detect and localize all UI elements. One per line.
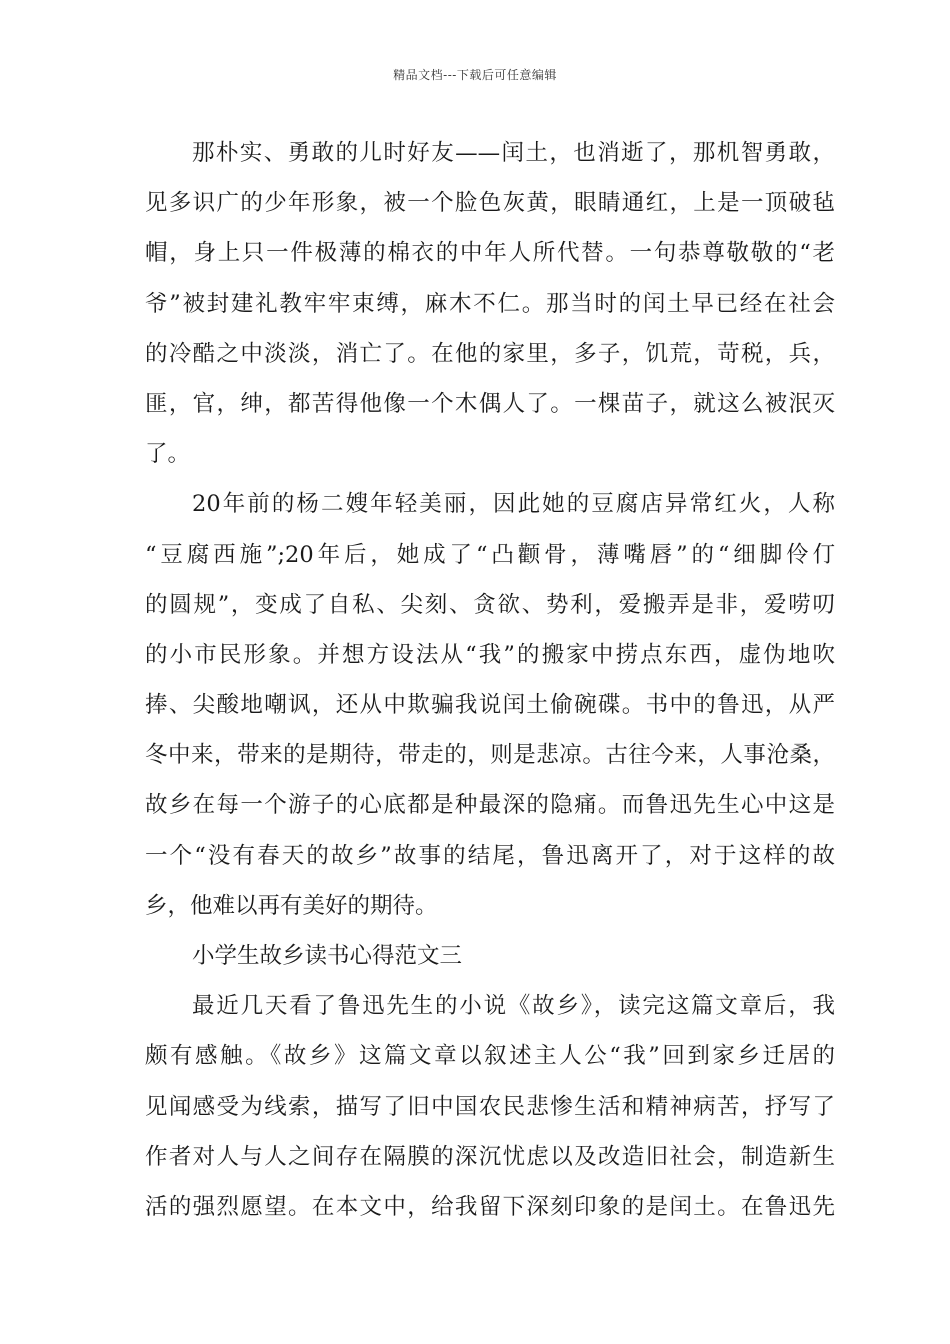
text-line: 最近几天看了鲁迅先生的小说《故乡》，读完这篇文章后，我 (192, 993, 835, 1020)
text-line: 作者对人与人之间存在隔膜的深沉忧虑以及改造旧社会，制造新生 (145, 1143, 835, 1170)
text-line: 的小市民形象。并想方设法从“我”的搬家中捞点东西，虚伪地吹 (145, 641, 835, 668)
text-line: 的冷酷之中淡淡，消亡了。在他的家里，多子，饥荒，苛税，兵， (145, 340, 835, 367)
text-line: 帽，身上只一件极薄的棉衣的中年人所代替。一句恭尊敬敬的“老 (145, 240, 835, 267)
text-line: 匪，官，绅，都苦得他像一个木偶人了。一棵苗子，就这么被泯灭 (145, 390, 835, 417)
paragraph (145, 479, 835, 931)
text-line: 活的强烈愿望。在本文中，给我留下深刻印象的是闰土。在鲁迅先 (145, 1193, 835, 1220)
text-line: 见多识广的少年形象，被一个脸色灰黄，眼睛通红，上是一顶破毡 (145, 190, 835, 217)
text-line: 爷”被封建礼教牢牢束缚，麻木不仁。那当时的闰土早已经在社会 (145, 290, 835, 317)
text-line: 小学生故乡读书心得范文三 (192, 943, 463, 969)
text-line: 了。 (145, 441, 191, 468)
text-line: 见闻感受为线索，描写了旧中国农民悲惨生活和精神病苦，抒写了 (145, 1093, 835, 1120)
section-heading (145, 931, 835, 981)
text-line: 的圆规”，变成了自私、尖刻、贪欲、势利，爱搬弄是非，爱唠叨 (145, 591, 835, 618)
text-line: 一个“没有春天的故乡”故事的结尾，鲁迅离开了，对于这样的故 (145, 842, 835, 869)
page-header: 精品文档---下载后可任意编辑 (393, 68, 557, 82)
text-line: 冬中来，带来的是期待，带走的，则是悲凉。古往今来，人事沧桑， (145, 742, 835, 769)
text-line: 颇有感触。《故乡》这篇文章以叙述主人公“我”回到家乡迁居的 (145, 1043, 835, 1070)
text-line: 捧、尖酸地嘲讽，还从中欺骗我说闰土偷碗碟。书中的鲁迅，从严 (145, 692, 835, 719)
text-line: 故乡在每一个游子的心底都是种最深的隐痛。而鲁迅先生心中这是 (145, 792, 835, 819)
text-line: 乡，他难以再有美好的期待。 (145, 892, 438, 919)
text-line: 那朴实、勇敢的儿时好友——闰土，也消逝了，那机智勇敢， (192, 140, 835, 166)
paragraph (145, 981, 835, 1232)
document-body (145, 128, 835, 1232)
paragraph (145, 128, 835, 479)
text-line: 20年前的杨二嫂年轻美丽，因此她的豆腐店异常红火，人称 (192, 491, 835, 518)
text-line: “豆腐西施”;20年后，她成了“凸颧骨，薄嘴唇”的“细脚伶仃 (145, 541, 835, 568)
